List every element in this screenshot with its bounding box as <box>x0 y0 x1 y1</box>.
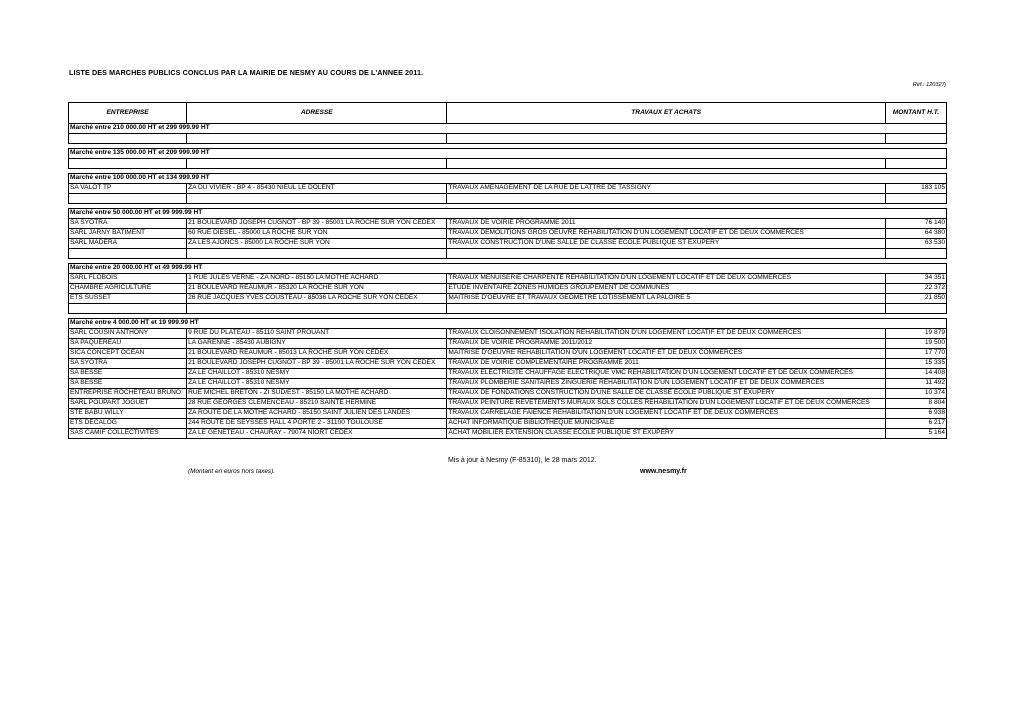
cell-entreprise: SICA CONCEPT OCEAN <box>69 349 187 359</box>
cell-travaux: TRAVAUX AMENAGEMENT DE LA RUE DE LATTRE DE TASSIGNY <box>447 184 885 194</box>
empty-cell <box>885 194 946 204</box>
table-row <box>69 409 947 419</box>
cell-travaux: TRAVAUX DE VOIRIE PROGRAMME 2011/2012 <box>447 339 885 349</box>
cell-montant: 8 804 <box>885 399 946 409</box>
cell-entreprise: SARL MADERA <box>69 239 187 249</box>
empty-cell <box>69 304 187 314</box>
table-row <box>69 349 947 359</box>
cell-travaux: TRAVAUX CARRELAGE FAIENCE REHABILITATION D'UN LOGEMENT LOCATIF ET DE DEUX COMMERCES <box>447 409 885 419</box>
empty-cell <box>187 134 447 144</box>
cell-travaux: TRAVAUX PLOMBERIE SANITAIRES ZINGUERIE REHABILITATION D'UN LOGEMENT LOCATIF ET DE DEUX COMMERCES <box>447 379 885 389</box>
cell-adresse: LA GARENNE - 85430 AUBIGNY <box>187 339 447 349</box>
cell-adresse: ZA LE GENETEAU - CHAURAY - 79074 NIORT CEDEX <box>187 429 447 439</box>
section-label: Marché entre 135 000.00 HT et 209 999.99 HT <box>69 149 947 159</box>
table-row <box>69 239 947 249</box>
cell-adresse: 21 BOULEVARD JOSEPH CUGNOT - BP 39 - 85001 LA ROCHE SUR YON CEDEX <box>187 219 447 229</box>
cell-travaux: MAITRISE D'OEUVRE ET TRAVAUX GEOMETRE LOTISSEMENT LA PALOIRE 5 <box>447 294 885 304</box>
cell-entreprise: SARL COUSIN ANTHONY <box>69 329 187 339</box>
cell-adresse: ZA ROUTE DE LA MOTHE ACHARD - 85150 SAINT JULIEN DES LANDES <box>187 409 447 419</box>
document-title: LISTE DES MARCHES PUBLICS CONCLUS PAR LA MAIRIE DE NESMY AU COURS DE L'ANNEE 2011. <box>69 68 424 77</box>
cell-adresse: ZA LE CHAILLOT - 85310 NESMY <box>187 379 447 389</box>
empty-cell <box>69 249 187 259</box>
section-header-row <box>69 124 947 134</box>
cell-travaux: ACHAT INFORMATIQUE BIBLIOTHEQUE MUNICIPALE <box>447 419 885 429</box>
empty-cell <box>885 134 946 144</box>
cell-montant: 11 492 <box>885 379 946 389</box>
cell-entreprise: SAS CAMIF COLLECTIVITES <box>69 429 187 439</box>
table-row <box>69 294 947 304</box>
cell-adresse: 26 RUE JACQUES YVES COUSTEAU - 85036 LA ROCHE SUR YON CEDEX <box>187 294 447 304</box>
cell-adresse: ZA LE CHAILLOT - 85310 NESMY <box>187 369 447 379</box>
cell-montant: 6 217 <box>885 419 946 429</box>
table-row <box>69 329 947 339</box>
section-header-row <box>69 149 947 159</box>
cell-adresse: RUE MICHEL BRETON - ZI SUD/EST - 85150 LA MOTHE ACHARD <box>187 389 447 399</box>
cell-travaux: TRAVAUX DEMOLITIONS GROS OEUVRE REHABILITATION D'UN LOGEMENT LOCATIF ET DE DEUX COMMERCES <box>447 229 885 239</box>
table-row <box>69 359 947 369</box>
cell-entreprise: ENTREPRISE ROCHETEAU BRUNO <box>69 389 187 399</box>
cell-montant: 14 408 <box>885 369 946 379</box>
table-body <box>69 124 947 439</box>
section-label: Marché entre 100 000.00 HT et 134 999.99 HT <box>69 174 947 184</box>
cell-travaux: TRAVAUX DE FONDATIONS CONSTRUCTION D'UNE SALLE DE CLASSE ECOLE PUBLIQUE ST EXUPERY <box>447 389 885 399</box>
section-header-row <box>69 209 947 219</box>
cell-montant: 34 351 <box>885 274 946 284</box>
cell-entreprise: SARL JARNY BATIMENT <box>69 229 187 239</box>
empty-cell <box>885 304 946 314</box>
cell-adresse: 244 ROUTE DE SEYSSES HALL 4 PORTE 2 - 31100 TOULOUSE <box>187 419 447 429</box>
cell-adresse: 28 RUE GEORGES CLEMENCEAU - 85210 SAINTE HERMINE <box>187 399 447 409</box>
empty-row <box>69 194 947 204</box>
table-row <box>69 419 947 429</box>
cell-travaux: TRAVAUX MENUISERIE CHARPENTE REHABILITATION D'UN LOGEMENT LOCATIF ET DE DEUX COMMERCES <box>447 274 885 284</box>
empty-cell <box>69 194 187 204</box>
table-header-row <box>69 103 947 124</box>
table-row <box>69 399 947 409</box>
document-reference: Réf.: 120327j <box>912 82 946 88</box>
table-row <box>69 184 947 194</box>
cell-travaux: TRAVAUX CONSTRUCTION D'UNE SALLE DE CLASSE ECOLE PUBLIQUE ST EXUPERY <box>447 239 885 249</box>
cell-entreprise: STE BABU WILLY <box>69 409 187 419</box>
column-header-montant: MONTANT H.T. <box>885 103 946 124</box>
empty-cell <box>447 134 885 144</box>
cell-entreprise: SA BESSE <box>69 379 187 389</box>
empty-row <box>69 159 947 169</box>
column-header-entreprise: ENTREPRISE <box>69 103 187 124</box>
table-row <box>69 369 947 379</box>
table-row <box>69 229 947 239</box>
cell-adresse: 21 BOULEVARD JOSEPH CUGNOT - BP 39 - 85001 LA ROCHE SUR YON CEDEX <box>187 359 447 369</box>
table-row <box>69 274 947 284</box>
cell-montant: 17 770 <box>885 349 946 359</box>
empty-cell <box>187 159 447 169</box>
section-header-row <box>69 264 947 274</box>
cell-montant: 15 335 <box>885 359 946 369</box>
cell-montant: 22 372 <box>885 284 946 294</box>
cell-entreprise: SA SYOTRA <box>69 359 187 369</box>
cell-travaux: TRAVAUX CLOISONNEMENT ISOLATION REHABILITATION D'UN LOGEMENT LOCATIF ET DE DEUX COMMERCES <box>447 329 885 339</box>
empty-row <box>69 134 947 144</box>
table-row <box>69 389 947 399</box>
cell-montant: 21 850 <box>885 294 946 304</box>
empty-cell <box>885 159 946 169</box>
empty-cell <box>187 194 447 204</box>
table-row <box>69 284 947 294</box>
cell-travaux: MAITRISE D'OEUVRE REHABILITATION D'UN LOGEMENT LOCATIF ET DE DEUX COMMERCES <box>447 349 885 359</box>
table-row <box>69 379 947 389</box>
cell-travaux: TRAVAUX ELECTRICITE CHAUFFAGE ELECTRIQUE VMC REHABILITATION D'UN LOGEMENT LOCATIF ET DE DEUX COMMERCES <box>447 369 885 379</box>
cell-montant: 6 938 <box>885 409 946 419</box>
table-row <box>69 219 947 229</box>
cell-entreprise: SA BESSE <box>69 369 187 379</box>
table-row <box>69 429 947 439</box>
cell-entreprise: ETS SUSSET <box>69 294 187 304</box>
cell-montant: 19 500 <box>885 339 946 349</box>
cell-entreprise: CHAMBRE AGRICULTURE <box>69 284 187 294</box>
cell-entreprise: SA SYOTRA <box>69 219 187 229</box>
contracts-table <box>68 102 947 439</box>
section-label: Marché entre 50 000.00 HT et 99 999.99 HT <box>69 209 947 219</box>
cell-entreprise: SARL FLOBOIS <box>69 274 187 284</box>
cell-adresse: ZA LES AJONCS - 85000 LA ROCHE SUR YON <box>187 239 447 249</box>
cell-montant: 64 380 <box>885 229 946 239</box>
cell-adresse: 9 RUE DU PLATEAU - 85110 SAINT PROUANT <box>187 329 447 339</box>
cell-entreprise: ETS DECALOG <box>69 419 187 429</box>
cell-travaux: ACHAT MOBILIER EXTENSION CLASSE ECOLE PUBLIQUE ST EXUPERY <box>447 429 885 439</box>
cell-travaux: TRAVAUX DE VOIRIE PROGRAMME 2011 <box>447 219 885 229</box>
website-link[interactable]: www.nesmy.fr <box>640 468 687 475</box>
empty-row <box>69 304 947 314</box>
section-header-row <box>69 174 947 184</box>
cell-montant: 5 164 <box>885 429 946 439</box>
cell-adresse: ZA DU VIVIER - BP 4 - 85430 NIEUL LE DOLENT <box>187 184 447 194</box>
empty-cell <box>187 304 447 314</box>
cell-montant: 76 140 <box>885 219 946 229</box>
cell-entreprise: SA PAQUEREAU <box>69 339 187 349</box>
section-header-row <box>69 319 947 329</box>
cell-montant: 19 879 <box>885 329 946 339</box>
cell-adresse: 21 BOULEVARD REAUMUR - 85013 LA ROCHE SUR YON CEDEX <box>187 349 447 359</box>
empty-cell <box>447 304 885 314</box>
cell-adresse: 21 BOULEVARD REAUMUR - 85320 LA ROCHE SUR YON <box>187 284 447 294</box>
cell-adresse: 1 RUE JULES VERNE - ZA NORD - 85150 LA MOTHE ACHARD <box>187 274 447 284</box>
cell-travaux: TRAVAUX PEINTURE REVETEMENTS MURAUX SOLS COLLES REHABILITATION D'UN LOGEMENT LOCATIF ET DE DEUX COMMERCES <box>447 399 885 409</box>
empty-cell <box>187 249 447 259</box>
cell-adresse: 60 RUE DIESEL - 85000 LA ROCHE SUR YON <box>187 229 447 239</box>
column-header-adresse: ADRESSE <box>187 103 447 124</box>
section-label: Marché entre 210 000.00 HT et 299 999.99 HT <box>69 124 947 134</box>
cell-montant: 63 530 <box>885 239 946 249</box>
cell-montant: 10 374 <box>885 389 946 399</box>
column-header-travaux: TRAVAUX ET ACHATS <box>447 103 885 124</box>
section-label: Marché entre 4 000.00 HT et 19 999.99 HT <box>69 319 947 329</box>
update-date: Mis à jour à Nesmy (F-85310), le 28 mars 2012. <box>448 457 597 464</box>
empty-cell <box>447 249 885 259</box>
empty-row <box>69 249 947 259</box>
cell-travaux: TRAVAUX DE VOIRIE COMPLEMENTAIRE PROGRAMME 2011 <box>447 359 885 369</box>
section-label: Marché entre 20 000.00 HT et 49 999.99 HT <box>69 264 947 274</box>
cell-entreprise: SARL POUPART JOGUET <box>69 399 187 409</box>
table-row <box>69 339 947 349</box>
cell-entreprise: SA VALOT TP <box>69 184 187 194</box>
empty-cell <box>69 134 187 144</box>
empty-cell <box>447 194 885 204</box>
empty-cell <box>447 159 885 169</box>
cell-montant: 183 105 <box>885 184 946 194</box>
cell-travaux: ETUDE INVENTAIRE ZONES HUMIDES GROUPEMENT DE COMMUNES <box>447 284 885 294</box>
empty-cell <box>885 249 946 259</box>
empty-cell <box>69 159 187 169</box>
currency-note: (Montant en euros hors taxes). <box>188 468 276 475</box>
